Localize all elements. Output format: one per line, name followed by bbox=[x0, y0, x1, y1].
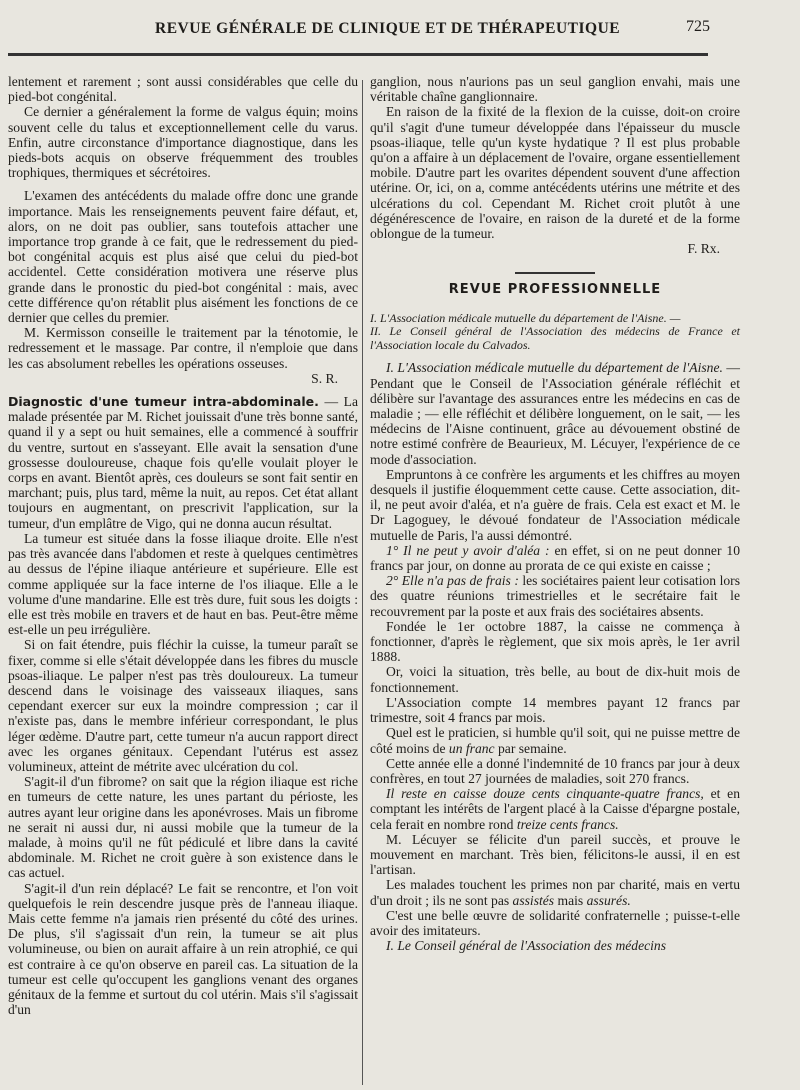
paragraph: C'est une belle œuvre de solidarité confraternelle ; puisse-t-elle avoir des imitateurs. bbox=[370, 907, 740, 938]
paragraph: Fondée le 1er octobre 1887, la caisse ne commença à fonctionner, d'après le règlement, que six mois après, le 1er avril 1888. bbox=[370, 618, 740, 665]
subsection-heading: Diagnostic d'une tumeur intra-abdominale. bbox=[8, 394, 319, 410]
paragraph: ganglion, nous n'aurions pas un seul ganglion envahi, mais une véritable chaîne ganglionnaire. bbox=[370, 74, 740, 105]
emphasis: treize cents francs. bbox=[516, 816, 619, 832]
paragraph: S'agit-il d'un rein déplacé? Le fait se rencontre, et l'on voit quelquefois le rein descendre jusque près de l'anneau iliaque. Mais cette femme n'a jamais rien présenté du côté des urines. De plus, s'il s'agissait d'un rein, la tumeur se ait plus volumineuse, ou bien on aurait affaire à un rein atrophié, ce qui est contraire à ce qu'on observe en pareil cas. La situation de la tumeur est celle qu'occupent les ganglions venant des organes génitaux de la femme et surtout du col utérin. Mais s'il s'agissait d'un bbox=[8, 880, 358, 1018]
paragraph-text: et en comptant les intérêts de l'argent placé à la Caisse d'épargne postale, cela ferait en nombre rond bbox=[370, 786, 740, 832]
paragraph-text: les sociétaires paient leur cotisation lors des quatre réunions trimestrielles et le secrétaire fait le recouvrement par la poste et aux frais des sociétaires absents. bbox=[370, 573, 740, 619]
spacer bbox=[8, 386, 358, 394]
column-separator bbox=[362, 80, 363, 1085]
paragraph: Or, voici la situation, très belle, au bout de dix-huit mois de fonctionnement. bbox=[370, 664, 740, 695]
paragraph bbox=[370, 543, 740, 573]
paragraph: Cette année elle a donné l'indemnité de 10 francs par jour à deux confrères, en tout 27 journées de maladies, soit 270 francs. bbox=[370, 755, 740, 786]
emphasis: un franc bbox=[448, 740, 495, 756]
paragraph-text: Quel est le praticien, si humble qu'il soit, qui ne puisse mettre de côté moins de bbox=[370, 725, 740, 756]
emphasis: assurés. bbox=[586, 892, 631, 908]
paragraph: lentement et rarement ; sont aussi considérables que celle du pied-bot congénital. bbox=[8, 74, 358, 105]
paragraph bbox=[370, 573, 740, 619]
summary-line: II. Le Conseil général de l'Association des médecins de France et l'Association locale du Calvados. bbox=[370, 324, 740, 352]
paragraph: M. Kermisson conseille le traitement par la ténotomie, le redressement et le massage. Par contre, il n'emploie que dans les cas absolument rebelles les opérations osseuses. bbox=[8, 325, 358, 371]
signature: F. Rx. bbox=[687, 241, 720, 257]
section-title: REVUE PROFESSIONNELLE bbox=[448, 282, 662, 298]
paragraph: En raison de la fixité de la flexion de la cuisse, doit-on croire qu'il s'agit d'une tumeur développée dans l'épaisseur du muscle psoas-iliaque, telle qu'un kyste hydatique ? Il est plus probable qu'on a affaire à un déplacement de l'ovaire, organe essentiellement mobile. D'autre part les ovarites dépendent souvent d'une affection utérine. Or, ici, on a, comme antécédents utérins une métrite et des ulcérations du col. Cependant M. Richet croit plutôt à une dégénérescence de l'ovaire, en raison de la dureté et de la forme oblongue de la tumeur. bbox=[370, 104, 740, 242]
emphasis: 2° Elle n'a pas de frais : bbox=[386, 573, 519, 589]
paragraph: Si on fait étendre, puis fléchir la cuisse, la tumeur paraît se fixer, comme si elle s'était développée dans les fibres du muscle psoas-iliaque. Le palper n'est pas très douloureux. La tumeur descend dans le voisinage des vaisseaux iliaques, sans cependant exercer sur eux la moindre compression ; car il n'existe pas, dans le membre inférieur correspondant, le plus léger œdème. D'autre part, cette tumeur n'a aucun rapport direct avec les organes génitaux. Cependant l'utérus est assez volumineux, atteint de métrite avec ulcération du col. bbox=[8, 637, 358, 774]
paragraph bbox=[370, 786, 740, 832]
left-column bbox=[8, 74, 358, 1017]
section-divider bbox=[515, 272, 595, 274]
section-paragraph bbox=[370, 360, 740, 466]
spacer bbox=[370, 352, 740, 360]
paragraph: L'examen des antécédents du malade offre donc une grande importance. Mais les renseignements peuvent faire défaut, et, alors, on ne doit pas oublier, sans toutefois attacher une importance trop grande à ce fait, que le redressement du pied-bot congénital acquis est plus aisé que celui du pied-bot accidentel. Cette considération motivera une réserve plus grande dans le pronostic du pied-bot congénital : mais, avec cette différence qu'on rétablit plus aisément les fonctions de ce dernier que celles du premier. bbox=[8, 188, 358, 326]
paragraph: Empruntons à ce confrère les arguments et les chiffres au moyen desquels il justifie éloquemment cette cause. Cette association, dit-il, ne peut avoir d'aléa, et n'a guère de frais. Cela est exact et M. le Dr Lagoguey, le dévoué fondateur de l'Association médicale mutuelle de Paris, l'a aussi démontré. bbox=[370, 466, 740, 543]
subsection-heading: I. L'Association médicale mutuelle du département de l'Aisne. bbox=[386, 360, 723, 376]
section-paragraph bbox=[8, 394, 358, 531]
right-column bbox=[370, 74, 740, 953]
signature: S. R. bbox=[311, 370, 338, 386]
paragraph: M. Lécuyer se félicite d'un pareil succès, et prouve le mouvement en marchant. Très bien, félicitons-le aussi, il en est l'artisan. bbox=[370, 831, 740, 878]
header-rule bbox=[8, 53, 708, 56]
running-header bbox=[0, 14, 800, 44]
paragraph-text: par semaine. bbox=[494, 740, 567, 756]
paragraph: S'agit-il d'un fibrome? on sait que la région iliaque est riche en tumeurs de cette nature, les unes partant du périoste, les autres ayant leur origine dans les aponévroses. Mais un fibrome ne serait ni aussi dur, ni aussi mobile que la tumeur de la malade, à moins qu'il ne fût pédiculé et libre dans la cavité abdominale. M. Richet ne croit guère à son existence dans le cas actuel. bbox=[8, 774, 358, 881]
paragraph: L'Association compte 14 membres payant 12 francs par trimestre, soit 4 francs par mois. bbox=[370, 694, 740, 726]
paragraph: Ce dernier a généralement la forme de valgus équin; moins souvent celle du talus et exceptionnellement celle du varus. Enfin, autre circonstance d'importance diagnostique, dans les pieds-bots acquis on observe fréquemment des troubles trophiques, thermiques et sécrétoires. bbox=[8, 104, 358, 181]
paragraph: La tumeur est située dans la fosse iliaque droite. Elle n'est pas très avancée dans l'abdomen et reste à quelques centimètres au dessus de l'épine iliaque antérieure et supérieure. Elle est comme appliquée sur la face interne de l'os iliaque. Elle a le volume d'une mandarine. Elle est très dure, fuit sous les doigts : elle est très mobile en travers et de haut en bas. Peut-être même est-elle un peu irrégulière. bbox=[8, 530, 358, 638]
emphasis: 1° Il ne peut y avoir d'aléa : bbox=[386, 542, 550, 558]
paragraph bbox=[370, 877, 740, 907]
paragraph-text: Les malades touchent les primes non par charité, mais en vertu d'un droit ; ils ne sont pas bbox=[370, 877, 740, 908]
page-number: 725 bbox=[686, 18, 710, 35]
emphasis: Il reste en caisse douze cents cinquante-quatre francs, bbox=[386, 786, 704, 802]
summary-line: I. L'Association médicale mutuelle du département de l'Aisne. — bbox=[370, 310, 681, 325]
paragraph-text: — Pendant que le Conseil de l'Association générale réfléchit et délibère sur l'avantage des assurances entre les médecins en cas de maladie ; — elle réfléchit et délibère longuement, on le sait, — les médecins de l'Aisne continuent, grâce au dévouement obstiné de notre estimé confrère de Beaurieux, M. Lécuyer, l'expérience de ce mode d'association. bbox=[370, 360, 740, 467]
paragraph bbox=[370, 725, 740, 755]
paragraph-text: mais bbox=[554, 892, 587, 908]
paragraph-text: — La malade présentée par M. Richet jouissait d'une très bonne santé, quand il y a sept ou huit semaines, elle a commencé à souffrir du ventre, surtout en s'asseyant. Elle avait la sensation d'une grossesse douloureuse, chaque fois qu'elle voulait ployer le corps en avant. Bientôt après, ces douleurs se sont fait sentir en marchant; puis, plus tard, même la nuit, au repos. Cet état allant toujours en augmentant, on prescrivit l'application, sur la tumeur, d'un emplâtre de Vigo, qui ne donna aucun résultat. bbox=[8, 394, 358, 531]
spacer bbox=[8, 180, 358, 188]
journal-title: REVUE GÉNÉRALE DE CLINIQUE ET DE THÉRAPEUTIQUE bbox=[155, 20, 621, 37]
emphasis: assistés bbox=[512, 892, 555, 908]
paragraph: I. Le Conseil général de l'Association des médecins bbox=[386, 938, 667, 954]
paragraph-text: en effet, si on ne peut donner 10 francs par jour, on donne au prorata de ce qui existe en caisse ; bbox=[370, 542, 740, 574]
